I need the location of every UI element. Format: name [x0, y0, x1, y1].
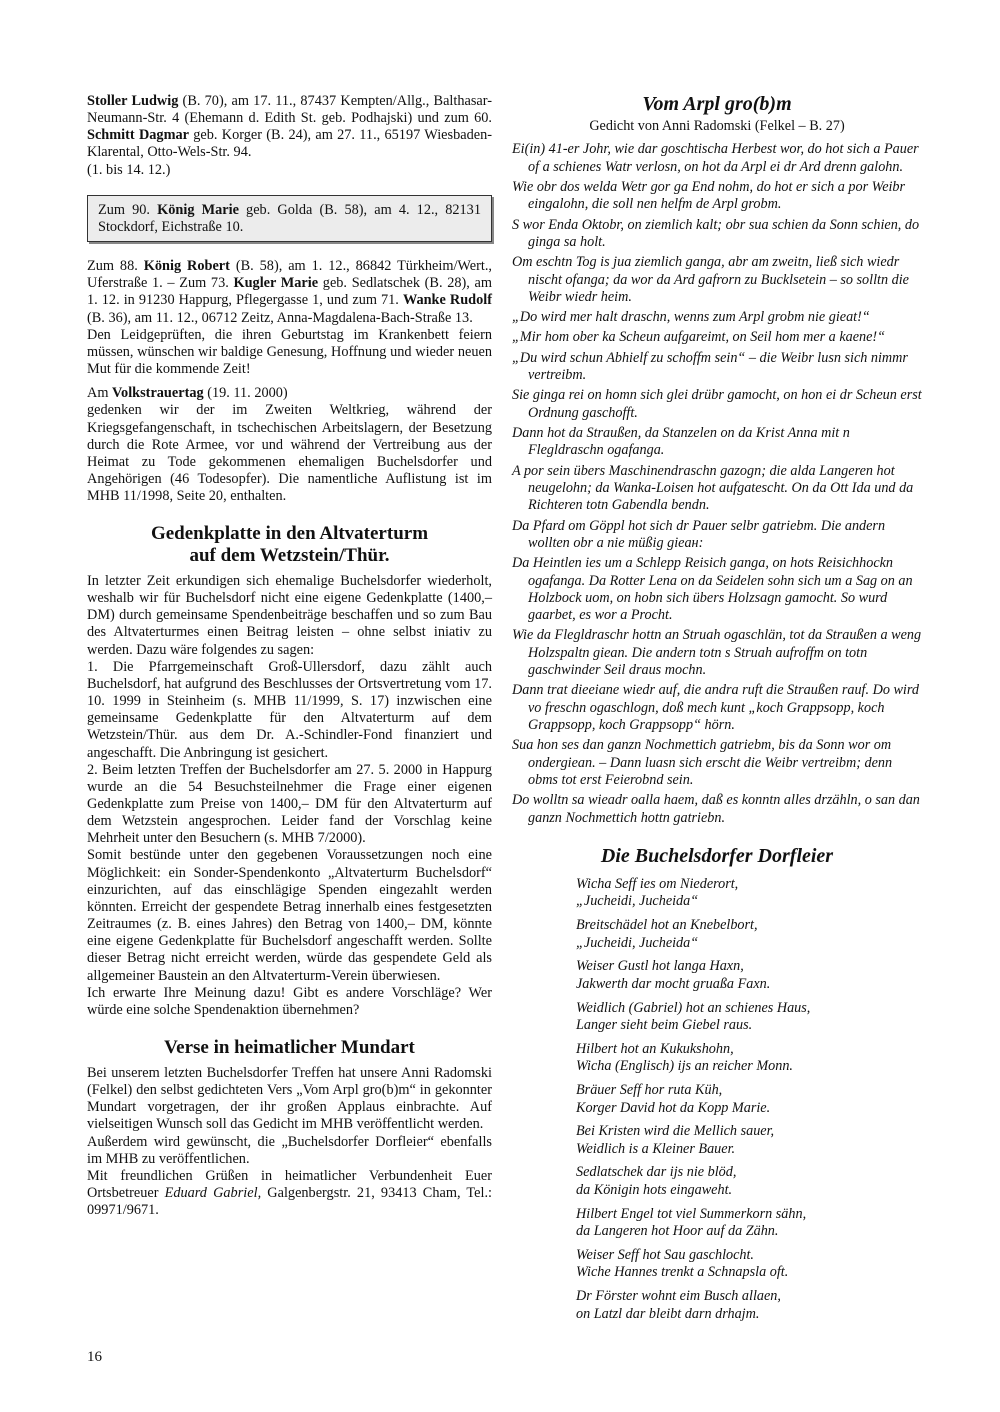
- poem1-verse: Wie obr dos welda Wetr gor ga End nohm, do hot er sich a por Weibr eingalohn, die soll nen helfm de Arpl grobm.: [512, 178, 906, 213]
- poem2-line: Langer sieht beim Giebel raus.: [576, 1017, 753, 1034]
- poem1-verse: Sie ginga rei on homn sich glei drübr gamocht, on hon ei dr Scheun erst Ordnung gaschofft.: [512, 387, 922, 421]
- poem1-subtitle: Gedicht von Anni Radomski (Felkel – B. 27): [589, 118, 845, 134]
- left-column: [87, 93, 492, 1219]
- poem2-stanza: [576, 958, 922, 993]
- gedenkplatte-text: In letzter Zeit erkundigen sich ehemalige Buchelsdorfer wiederholt, weshalb wir für Buchelsdorf nicht eine eigene Gedenkplatte (1400,– DM) durch gemeinsame Spendenbeiträge beschaffen und so zum Bau des Altvaterturmes einen Beitrag leisten – ohne selbst iniativ zu werden. Dazu wäre folgendes zu sagen: 1. Die Pfarrgemeinschaft Groß-Ullersdorf, dazu zählt auch Buchelsdorf, hat aufgrund des Beschlusses der Ortsvertretung vom 17. 10. 1999 in Steinheim (s. MHB 11/1999, S. 17) inzwischen eine gemeinsame Gedenkplatte für den Altvaterturm auf dem Wetzstein/Thür. aus dem Dr. A.-Schindler-Fond finanziert und angeschafft. Die Anbringung ist gesichert. 2. Beim letzten Treffen der Buchelsdorfer am 27. 5. 2000 in Happurg wurde an die 54 Besuchsteilnehmer die Frage einer eigenen Gedenkplatte zum Preise von 1400,– DM für den Altvaterturm auf dem Wetzstein angesprochen. Leider fand der Vorschlag keine Mehrheit unter den Besuchern (s. MHB 7/2000). Somit bestünde unter den gegebenen Voraussetzungen noch eine Möglichkeit: ein Sonder-Spendenkonto „Altvaterturm Buchelsdorf“ einzurichten, auf das einschlägige Spenden eingezahlt werden könnten. Erreicht der gespendete Betrag innerhalb eines festgesetzten Zeitraumes (z. B. eines Jahres) den Betrag von 1400,– DM, könnte eine eigene Gedenkplatte für Buchelsdorf angeschafft werden. Sollte dieser Betrag nicht erreicht werden, würde das gespendete Geld als allgemeiner Baustein an den Altvaterturm-Verein überwiesen. Ich erwarte Ihre Meinung dazu! Gibt es andere Vorschläge? Wer würde eine solche Spendenaktion übernehmen?: [87, 572, 492, 1018]
- poem2-line: Weidlich is a Kleiner Bauer.: [576, 1140, 736, 1157]
- poem2-stanza: [576, 1082, 922, 1117]
- poem2-stanza: [576, 1206, 922, 1241]
- highlight-box: [87, 195, 492, 242]
- poem1-verse: Sua hon ses dan ganzn Nochmettich gatriebm, bis da Sonn wor om ondergiean. – Dann luasn sich erscht die Weibr vertreibm; denn obms tot erst Feierobnd sein.: [512, 737, 893, 788]
- poem2-line: Wicha Seff ies om Niederort,: [576, 875, 739, 892]
- page-number: 16: [87, 1349, 102, 1365]
- poem1-verse: Dann hot da Straußen, da Stanzelen on da Krist Anna mit n Flegldraschn ogafanga.: [512, 425, 850, 459]
- poem2-stanza: [576, 876, 922, 911]
- poem2-line: Jakwerth dar mocht gruaßa Faxn.: [576, 975, 771, 992]
- poem1-verse: S wor Enda Oktobr, on ziemlich kalt; obr sua schien da Sonn schien, do ginga sa holt.: [512, 216, 920, 250]
- poem2-stanza: [576, 1164, 922, 1199]
- poem2-line: Bei Kristen wird die Mellich sauer,: [576, 1123, 775, 1140]
- poem1-verse: Da Heintlen ies um a Schlepp Reisich ganga, on hots Reisichhockn ogafanga. Da Rotter Lena on da Seidelen sohn sich um a Sag on an Holzbock uom, on hobn sich übers Holzsagn gamocht. So wurd gaarbet, es wor a Procht.: [512, 555, 913, 624]
- poem2-stanza: [576, 1041, 922, 1076]
- poem2-line: Breitschädel hot an Knebelbort,: [576, 917, 758, 934]
- poem1-verse: Do wolltn sa wieadr oalla haem, daß es konntn alles drzähln, o san dan ganzn Nochmettich hottn gatriebn.: [512, 792, 920, 826]
- poem2-title: Die Buchelsdorfer Dorfleier: [600, 844, 834, 867]
- heading-gedenkplatte: [87, 523, 492, 567]
- heading-gedenkplatte-line2: auf dem Wetzstein/Thür.: [189, 545, 390, 567]
- poem1-verse: Wie da Flegldraschr hottn an Struah ogaschlän, tot da Straußen a weng Holzspaltn gieаn. Die andern totn s Struah aufroffm on totn gaschwinder Seil draus mochn.: [512, 627, 922, 679]
- poem2-line: Hilbert hot an Kukukshohn,: [576, 1040, 734, 1057]
- poem2-line: „Jucheidi, Jucheida“: [576, 893, 699, 910]
- verse-text: Bei unserem letzten Buchelsdorfer Treffen hat unsere Anni Radomski (Felkel) den selbst gedichteten Vers „Vom Arpl gro(b)m“ in gekonnter Mundart vorgetragen, der ihr großen Applaus einbrachte. Auf vielseitigen Wunsch soll das Gedicht im MHB veröffentlicht werden. Außerdem wird gewünscht, die „Buchelsdorfer Dorfleier“ ebenfalls im MHB zu veröffentlichen. Mit freundlichen Grüßen in heimatlicher Verbundenheit Euer Ortsbetreuer Eduard Gabriel, Galgenbergstr. 21, 93413 Cham, Tel.: 09971/9671.: [87, 1064, 493, 1219]
- poem2-stanza: [576, 917, 922, 952]
- right-column: [512, 93, 922, 1329]
- birthday-paragraph-1: Stoller Ludwig (B. 70), am 17. 11., 87437 Kempten/Allg., Balthasar-Neumann-Str. 4 (Ehemann d. Edith St. geb. Podhajski) und zum 60. Schmitt Dagmar geb. Korger (B. 24), am 27. 11., 65197 Wiesbaden-Klarental, Otto-Wels-Str. 94. (1. bis 14. 12.): [87, 93, 492, 178]
- heading-gedenkplatte-line1: Gedenkplatte in den Altvaterturm: [150, 523, 429, 545]
- poem2-line: Sedlatschek dar ijs nie blöd,: [576, 1164, 737, 1181]
- poem1-title: Vom Arpl gro(b)m: [642, 93, 792, 115]
- poem2-stanza: [576, 1247, 922, 1282]
- poem1-body: [512, 141, 922, 827]
- poem2-line: Korger David hot da Kopp Marie.: [576, 1099, 771, 1116]
- highlight-box-text: Zum 90. König Marie geb. Golda (B. 58), am 4. 12., 82131 Stockdorf, Eichstraße 10.: [98, 201, 481, 235]
- poem2-line: Weiser Seff hot Sau gaschlocht.: [576, 1246, 754, 1263]
- poem2-line: Wiche Hannes trenkt a Schnapsla oft.: [576, 1264, 789, 1281]
- poem1-verse: Da Pfard om Göppl hot sich dr Pauer selbr gatriebm. Die andern wollten obr a nie müßig gieaн:: [512, 517, 886, 551]
- poem1-verse: Dann trat dieeiane wiedr auf, die andra ruft die Straußen rauf. Do wird vo freschn ogaschlogn, doß mech kunt „koch Grappsopp, koch Grappsopp, koch Grappsopp“ hörn.: [512, 682, 919, 733]
- poem2-line: da Königin hots eingaweht.: [576, 1182, 733, 1199]
- birthday-paragraph-2: Zum 88. König Robert (B. 58), am 1. 12., 86842 Türkheim/Wert., Uferstraße 1. – Zum 73. Kugler Marie geb. Sedlatschek (B. 28), am 1. 12. in 91230 Happurg, Pflegergasse 1, und zum 71. Wanke Rudolf (B. 36), am 11. 12., 06712 Zeitz, Anna-Magdalena-Bach-Straße 13.: [87, 258, 492, 326]
- poem2-line: Weiser Gustl hot langa Haxn,: [576, 958, 744, 975]
- poem2-stanza: [576, 1000, 922, 1035]
- volkstrauertag-paragraph: Am Volkstrauertag (19. 11. 2000) gedenken wir der im Zweiten Weltkrieg, während der Kriegsgefangenschaft, in tschechischen Arbeitslagern, der Besetzung durch die Rote Armee, vor und während der Vertreibung aus der Heimat zu Tode gekommenen ehemaligen Buchelsdorfer und Angehörigen (46 Todesopfer). Die namentliche Auflistung ist im MHB 11/1998, Seite 20, enthalten.: [87, 385, 492, 505]
- poem2-line: „Jucheidi, Jucheida“: [576, 934, 699, 951]
- poem1-verse: „Mir hom ober ka Scheun aufgareimt, on Seil hom mer a kaene!“: [512, 329, 886, 346]
- poem2-line: Wicha (Englisch) ijs an reicher Monn.: [576, 1058, 793, 1075]
- poem1-verse: A por sein übers Maschinendraschn gazogn; die alda Langeren hot neugelohn; da Wanka-Loisen hot aufgatescht. On da Ott Ida und da Richteren totn Gabendla bendn.: [512, 462, 914, 514]
- poem2-line: Bräuer Seff hor ruta Küh,: [576, 1081, 723, 1098]
- poem2-stanza: [576, 1123, 922, 1158]
- wishes-paragraph: Den Leidgeprüften, die ihren Geburtstag im Krankenbett feiern müssen, wünschen wir baldige Genesung, Hoffnung und wieder neuen Mut für die kommende Zeit!: [87, 326, 492, 378]
- poem2-line: Dr Förster wohnt eim Busch allaen,: [576, 1288, 781, 1305]
- poem2-body: [576, 876, 922, 1323]
- poem2-line: da Langeren hot Hoor auf da Zähn.: [576, 1223, 779, 1240]
- poem2-line: Hilbert Engel tot viel Summerkorn sähn,: [576, 1205, 807, 1222]
- poem2-line: on Latzl dar bleibt darn drhajm.: [576, 1305, 760, 1322]
- poem1-verse: Om eschtn Tog is jua ziemlich ganga, abr am zweitn, ließ sich wiedr nischt ofanga; da wor da Ard gafrorn zu Bucklsetein – so solltn die Weibr wiedr heim.: [512, 254, 909, 305]
- poem1-verse: Ei(in) 41-er Johr, wie dar goschtischa Herbest wor, do hot sich a Pauer of a schienes Watr verlosn, on hot da Arpl ei dr Ard drenn galohn.: [512, 141, 919, 175]
- heading-verse: Verse in heimatlicher Mundart: [164, 1037, 415, 1059]
- poem1-verse: „Du wird schun Abhielf zu schoffm sein“ – die Weibr lusn sich nimmr vertreibm.: [512, 349, 908, 384]
- poem2-stanza: [576, 1288, 922, 1323]
- poem1-verse: „Do wird mer halt draschn, wenns zum Arpl grobm nie gieat!“: [512, 309, 870, 326]
- poem2-line: Weidlich (Gabriel) hot an schienes Haus,: [576, 999, 811, 1016]
